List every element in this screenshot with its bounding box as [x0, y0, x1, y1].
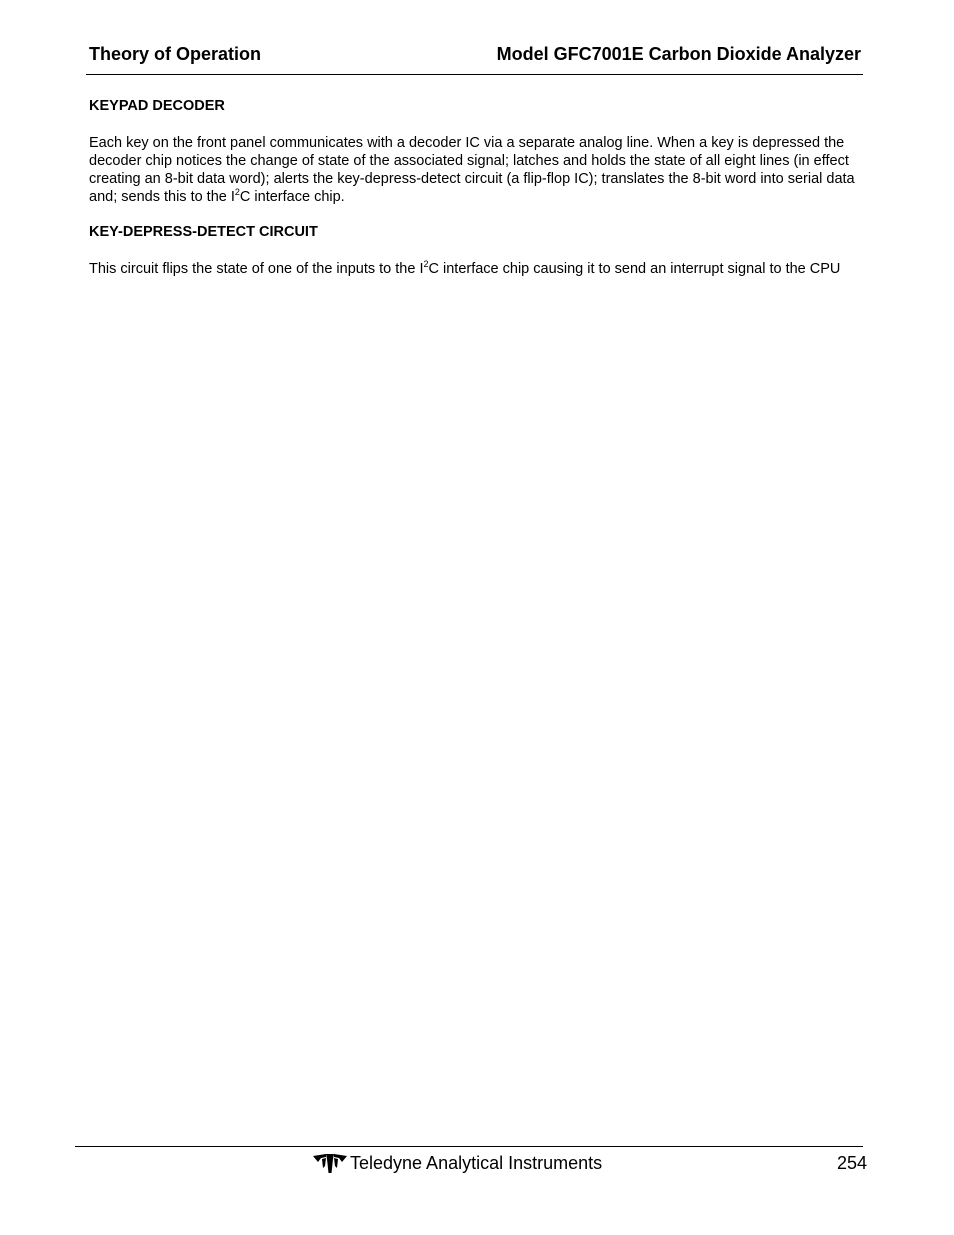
paragraph-keypad-decoder: [89, 134, 869, 206]
paragraph-text-end: C interface chip causing it to send an interrupt signal to the CPU: [428, 261, 841, 277]
page-header: [89, 44, 861, 66]
footer-divider: [75, 1146, 863, 1147]
header-divider: [86, 74, 863, 75]
page-content: [89, 98, 869, 296]
paragraph-text: This circuit flips the state of one of the inputs to the I: [89, 261, 424, 277]
section-heading-key-depress-detect: KEY-DEPRESS-DETECT CIRCUIT: [89, 224, 318, 240]
paragraph-text-end: C interface chip.: [239, 189, 345, 205]
paragraph-text: Each key on the front panel communicates with a decoder IC via a separate analog line. When a key is depressed the decoder chip notices the change of state of the associated signal; latches and holds the state of all eight lines (in effect creating an 8-bit data word); alerts the key-depress-detect circuit (a flip-flop IC); translates the 8-bit word into serial data and; sends this to the I: [89, 135, 855, 205]
section-heading-keypad-decoder: KEYPAD DECODER: [89, 98, 225, 114]
document-title: Model GFC7001E Carbon Dioxide Analyzer: [496, 44, 861, 64]
teledyne-logo-icon: [312, 1152, 348, 1174]
superscript: 2: [423, 259, 429, 269]
superscript: 2: [234, 187, 240, 197]
page-number: 254: [836, 1153, 867, 1173]
page-footer: [312, 1151, 602, 1175]
chapter-title: Theory of Operation: [89, 44, 262, 64]
paragraph-key-depress-detect: [89, 260, 869, 278]
footer-company-name: Teledyne Analytical Instruments: [350, 1152, 603, 1173]
